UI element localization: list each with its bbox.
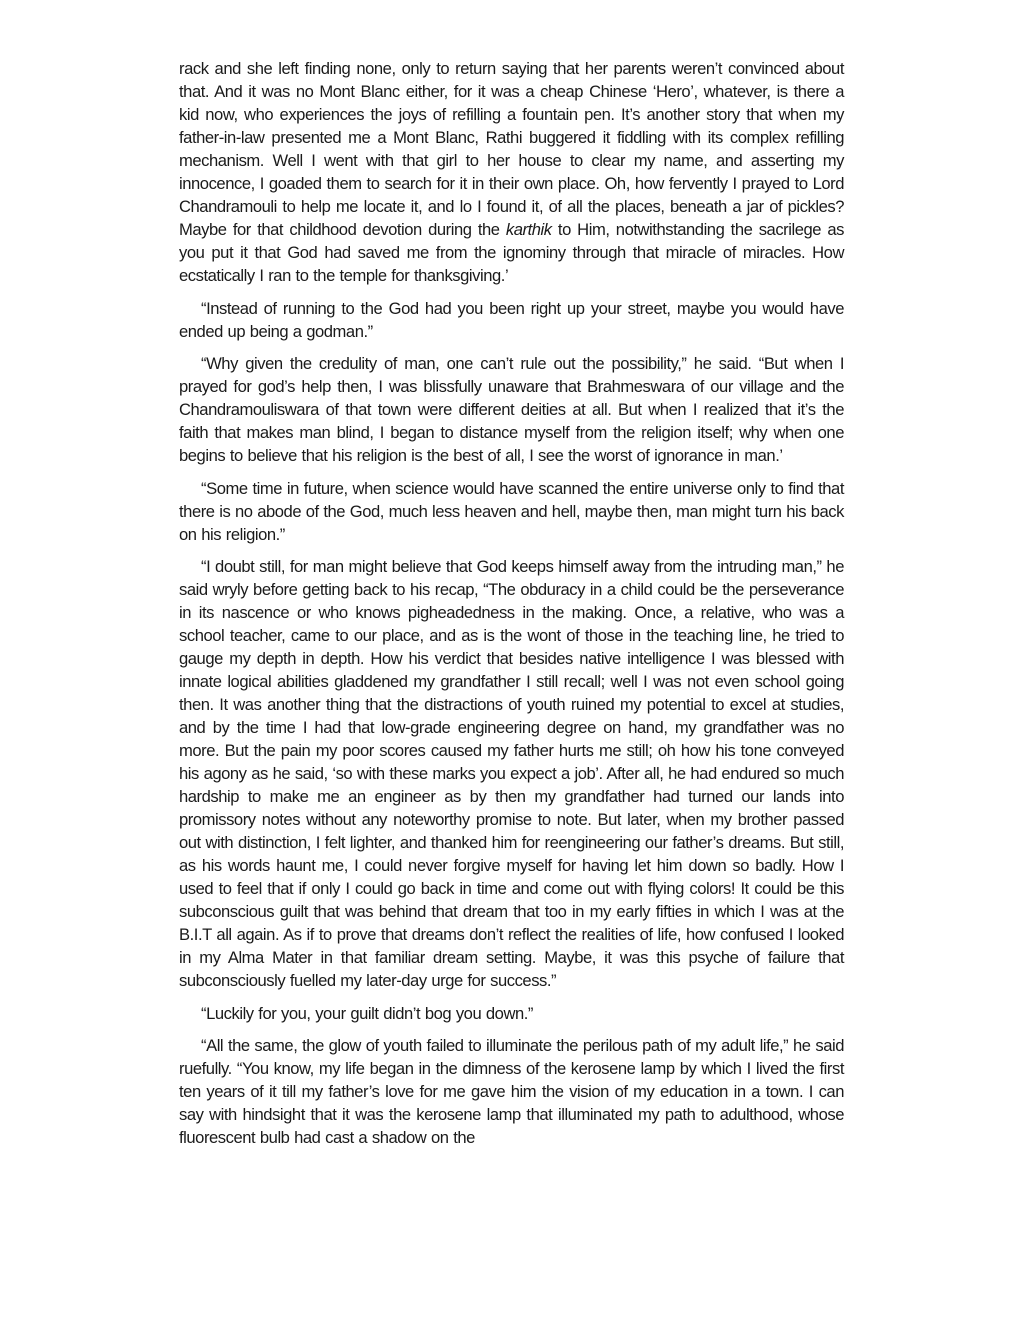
paragraph-text: to Him, notwithstanding the sacrilege as you put it that God had saved me from the ignominy through that miracle of miracles. How ecstatically I ran to the temple for thanksgiving.’ [179, 220, 844, 285]
paragraph: “Some time in future, when science would have scanned the entire universe only to find that there is no abode of the God, much less heaven and hell, maybe then, man might turn his back on his religion.” [179, 478, 844, 544]
paragraph: “All the same, the glow of youth failed to illuminate the perilous path of my adult life,” he said ruefully. “You know, my life began in the dimness of the kerosene lamp by which I lived the first ten years of it till my father’s love for me gave him the vision of my education in a town. I can say with hindsight that it was the kerosene lamp that illuminated my path to adulthood, whose fluorescent bulb had cast a shadow on the [179, 1036, 844, 1147]
paragraph-text: rack and she left finding none, only to return saying that her parents weren’t convinced about that. And it was no Mont Blanc either, for it was a cheap Chinese ‘Hero’, whatever, is there a kid now, who experiences the joys of refilling a fountain pen. It’s another story that when my father-in-law presented me a Mont Blanc, Rathi buggered it fiddling with its complex refilling mechanism. Well I went with that girl to her house to clear my name, and asserting my innocence, I goaded them to search for it in their own place. Oh, how fervently I prayed to Lord Chandramouli to help me locate it, and lo I found it, of all the places, beneath a jar of pickles? Maybe for that childhood devotion during the [179, 59, 844, 239]
paragraph [179, 57, 844, 287]
italic-term: karthik [505, 220, 552, 239]
paragraph: “Instead of running to the God had you been right up your street, maybe you would have ended up being a godman.” [179, 298, 844, 341]
paragraph: “I doubt still, for man might believe that God keeps himself away from the intruding man,” he said wryly before getting back to his recap, “The obduracy in a child could be the perseverance in its nascence or who knows pigheadedness in the making. Once, a relative, who was a school teacher, came to our place, and as is the wont of those in the teaching line, he tried to gauge my depth in depth. How his verdict that besides native intelligence I was blessed with innate logical abilities gladdened my grandfather I still recall; well I was not even school going then. It was another thing that the distractions of youth ruined my potential to excel at studies, and by the time I had that low-grade engineering degree on hand, my grandfather was no more. But the pain my poor scores caused my father hurts me still; oh how his tone conveyed his agony as he said, ‘so with these marks you expect a job’. After all, he had endured so much hardship to make me an engineer as by then my grandfather had turned our lands into promissory notes without any noteworthy promise to note. But later, when my brother passed out with distinction, I felt lighter, and thanked him for reengineering our father’s dreams. But still, as his words haunt me, I could never forgive myself for having let him down so badly. How I used to feel that if only I could go back in time and come out with flying colors! It could be this subconscious guilt that was behind that dream that too in my early fifties in which I was at the B.I.T all again. As if to prove that dreams don’t reflect the realities of life, how confused I looked in my Alma Mater in that familiar dream setting. Maybe, it was this psyche of failure that subconsciously fuelled my later-day urge for success.” [179, 557, 844, 990]
paragraph: “Luckily for you, your guilt didn’t bog you down.” [201, 1003, 533, 1023]
paragraph: “Why given the credulity of man, one can’t rule out the possibility,” he said. “But when I prayed for god’s help then, I was blissfully unaware that Brahmeswara of our village and the Chandramouliswara of that town were different deities at all. But when I realized that it’s the faith that makes man blind, I began to distance myself from the religion itself; why when one begins to believe that his religion is the best of all, I see the worst of ignorance in man.’ [179, 354, 844, 465]
document-page [179, 57, 844, 1159]
